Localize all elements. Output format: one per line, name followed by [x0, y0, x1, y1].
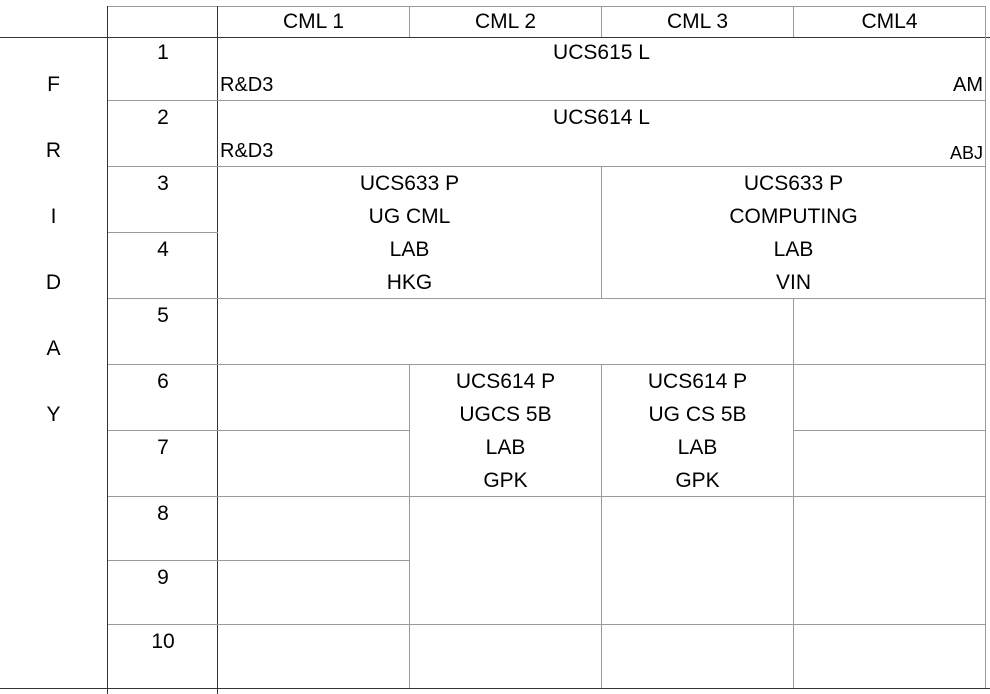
slot-block-cml3-cml4 [602, 167, 985, 299]
day-letter: D [45, 271, 62, 294]
column-header-cml2: CML 2 [474, 10, 537, 33]
slot-room: R&D3 [220, 74, 274, 96]
slot-line: UG CS 5B [648, 403, 747, 426]
period-number: 1 [157, 41, 169, 64]
grid-line [0, 688, 990, 689]
period-number: 9 [157, 566, 169, 589]
day-letter: I [50, 205, 57, 228]
slot-line: VIN [775, 271, 811, 294]
slot-line: HKG [386, 271, 433, 294]
period-number: 3 [157, 172, 169, 195]
slot-block-cml2 [410, 365, 601, 497]
period-number: 2 [157, 106, 169, 129]
day-letter: R [45, 139, 62, 162]
column-header-cml4: CML4 [861, 10, 918, 33]
slot-line: UCS633 P [743, 172, 844, 195]
column-header-cml3: CML 3 [666, 10, 729, 33]
period-number: 7 [157, 436, 169, 459]
period-number: 10 [151, 630, 175, 653]
slot-line: LAB [485, 436, 526, 459]
slot-faculty: ABJ [949, 143, 983, 163]
slot-line: LAB [389, 238, 430, 261]
period-number: 6 [157, 370, 169, 393]
grid-line [108, 624, 986, 625]
column-header-cml1: CML 1 [282, 10, 345, 33]
day-letter: Y [46, 403, 61, 426]
slot-line: COMPUTING [729, 205, 858, 228]
slot-room: R&D3 [220, 140, 274, 162]
grid-line [985, 6, 986, 688]
slot-line: UCS614 P [455, 370, 556, 393]
slot-course: UCS614 L [553, 106, 650, 129]
slot-line: LAB [773, 238, 814, 261]
slot-line: UCS633 P [359, 172, 460, 195]
slot-line: GPK [675, 469, 720, 492]
grid-line [793, 430, 986, 431]
day-letter: A [46, 337, 61, 360]
slot-line: GPK [483, 469, 528, 492]
slot-line: UGCS 5B [459, 403, 552, 426]
period-number: 5 [157, 304, 169, 327]
period-number: 8 [157, 502, 169, 525]
slot-faculty: AM [953, 74, 983, 96]
period-number: 4 [157, 238, 169, 261]
slot-block-cml1-cml2 [218, 167, 601, 299]
slot-line: UG CML [368, 205, 451, 228]
slot-block-cml3 [602, 365, 793, 497]
slot-line: LAB [677, 436, 718, 459]
grid-line [793, 298, 794, 688]
day-letter: F [47, 73, 60, 96]
slot-course: UCS615 L [553, 41, 650, 64]
slot-line: UCS614 P [647, 370, 748, 393]
